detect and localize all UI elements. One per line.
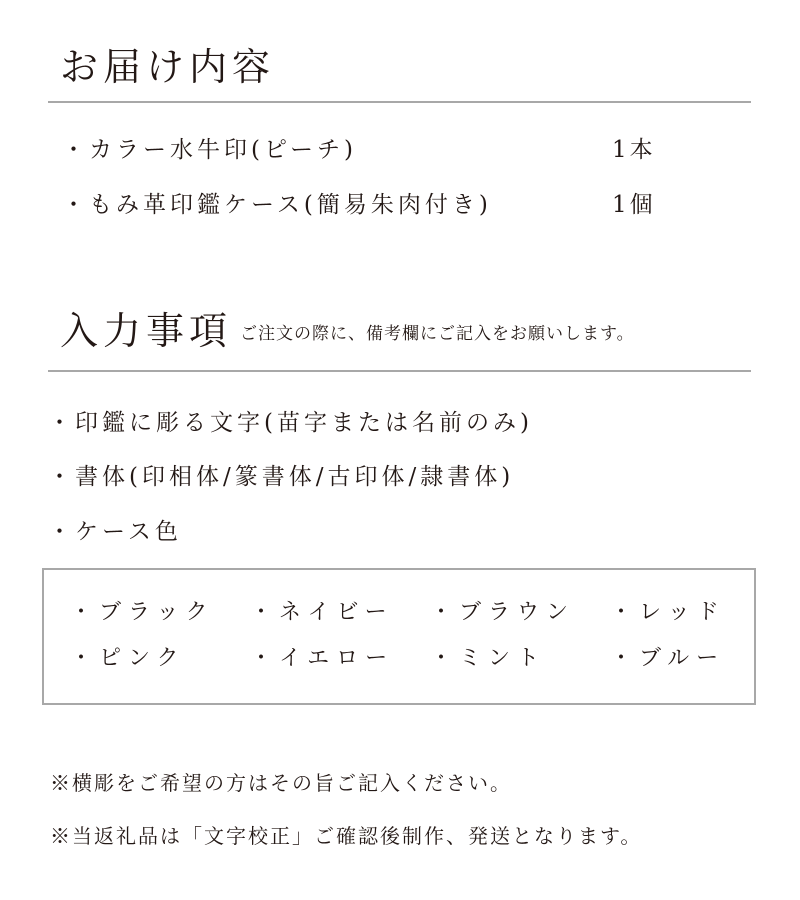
delivery-item-qty: 1本 (612, 137, 656, 163)
case-color-option: ・ブラック (70, 600, 215, 625)
input-title (60, 309, 635, 353)
delivery-title: お届け内容 (60, 45, 276, 89)
delivery-item-qty: 1個 (612, 192, 656, 218)
input-title-text: 入力事項 (60, 309, 233, 353)
case-color-option: ・ミント (430, 646, 547, 671)
case-color-option: ・ブルー (610, 646, 726, 671)
input-item: ・ケース色 (48, 519, 182, 545)
input-item: ・印鑑に彫る文字(苗字または名前のみ) (48, 410, 533, 436)
case-color-box (42, 568, 756, 705)
note-line: ※当返礼品は「文字校正」ご確認後制作、発送となります。 (50, 824, 643, 848)
case-color-option: ・ピンク (70, 646, 186, 671)
input-divider (48, 370, 751, 372)
delivery-divider (48, 101, 751, 103)
case-color-option: ・レッド (610, 600, 726, 625)
input-item: ・書体(印相体/篆書体/古印体/隷書体) (48, 464, 515, 490)
delivery-item: ・カラー水牛印(ピーチ) (62, 137, 358, 163)
case-color-option: ・イエロー (250, 646, 395, 671)
delivery-item: ・もみ革印鑑ケース(簡易朱肉付き) (62, 192, 492, 218)
input-instruction: ご注文の際に、備考欄にご記入をお願いします。 (240, 324, 635, 344)
note-line: ※横彫をご希望の方はその旨ご記入ください。 (50, 771, 512, 795)
case-color-option: ・ネイビー (250, 600, 394, 625)
case-color-option: ・ブラウン (430, 600, 576, 625)
